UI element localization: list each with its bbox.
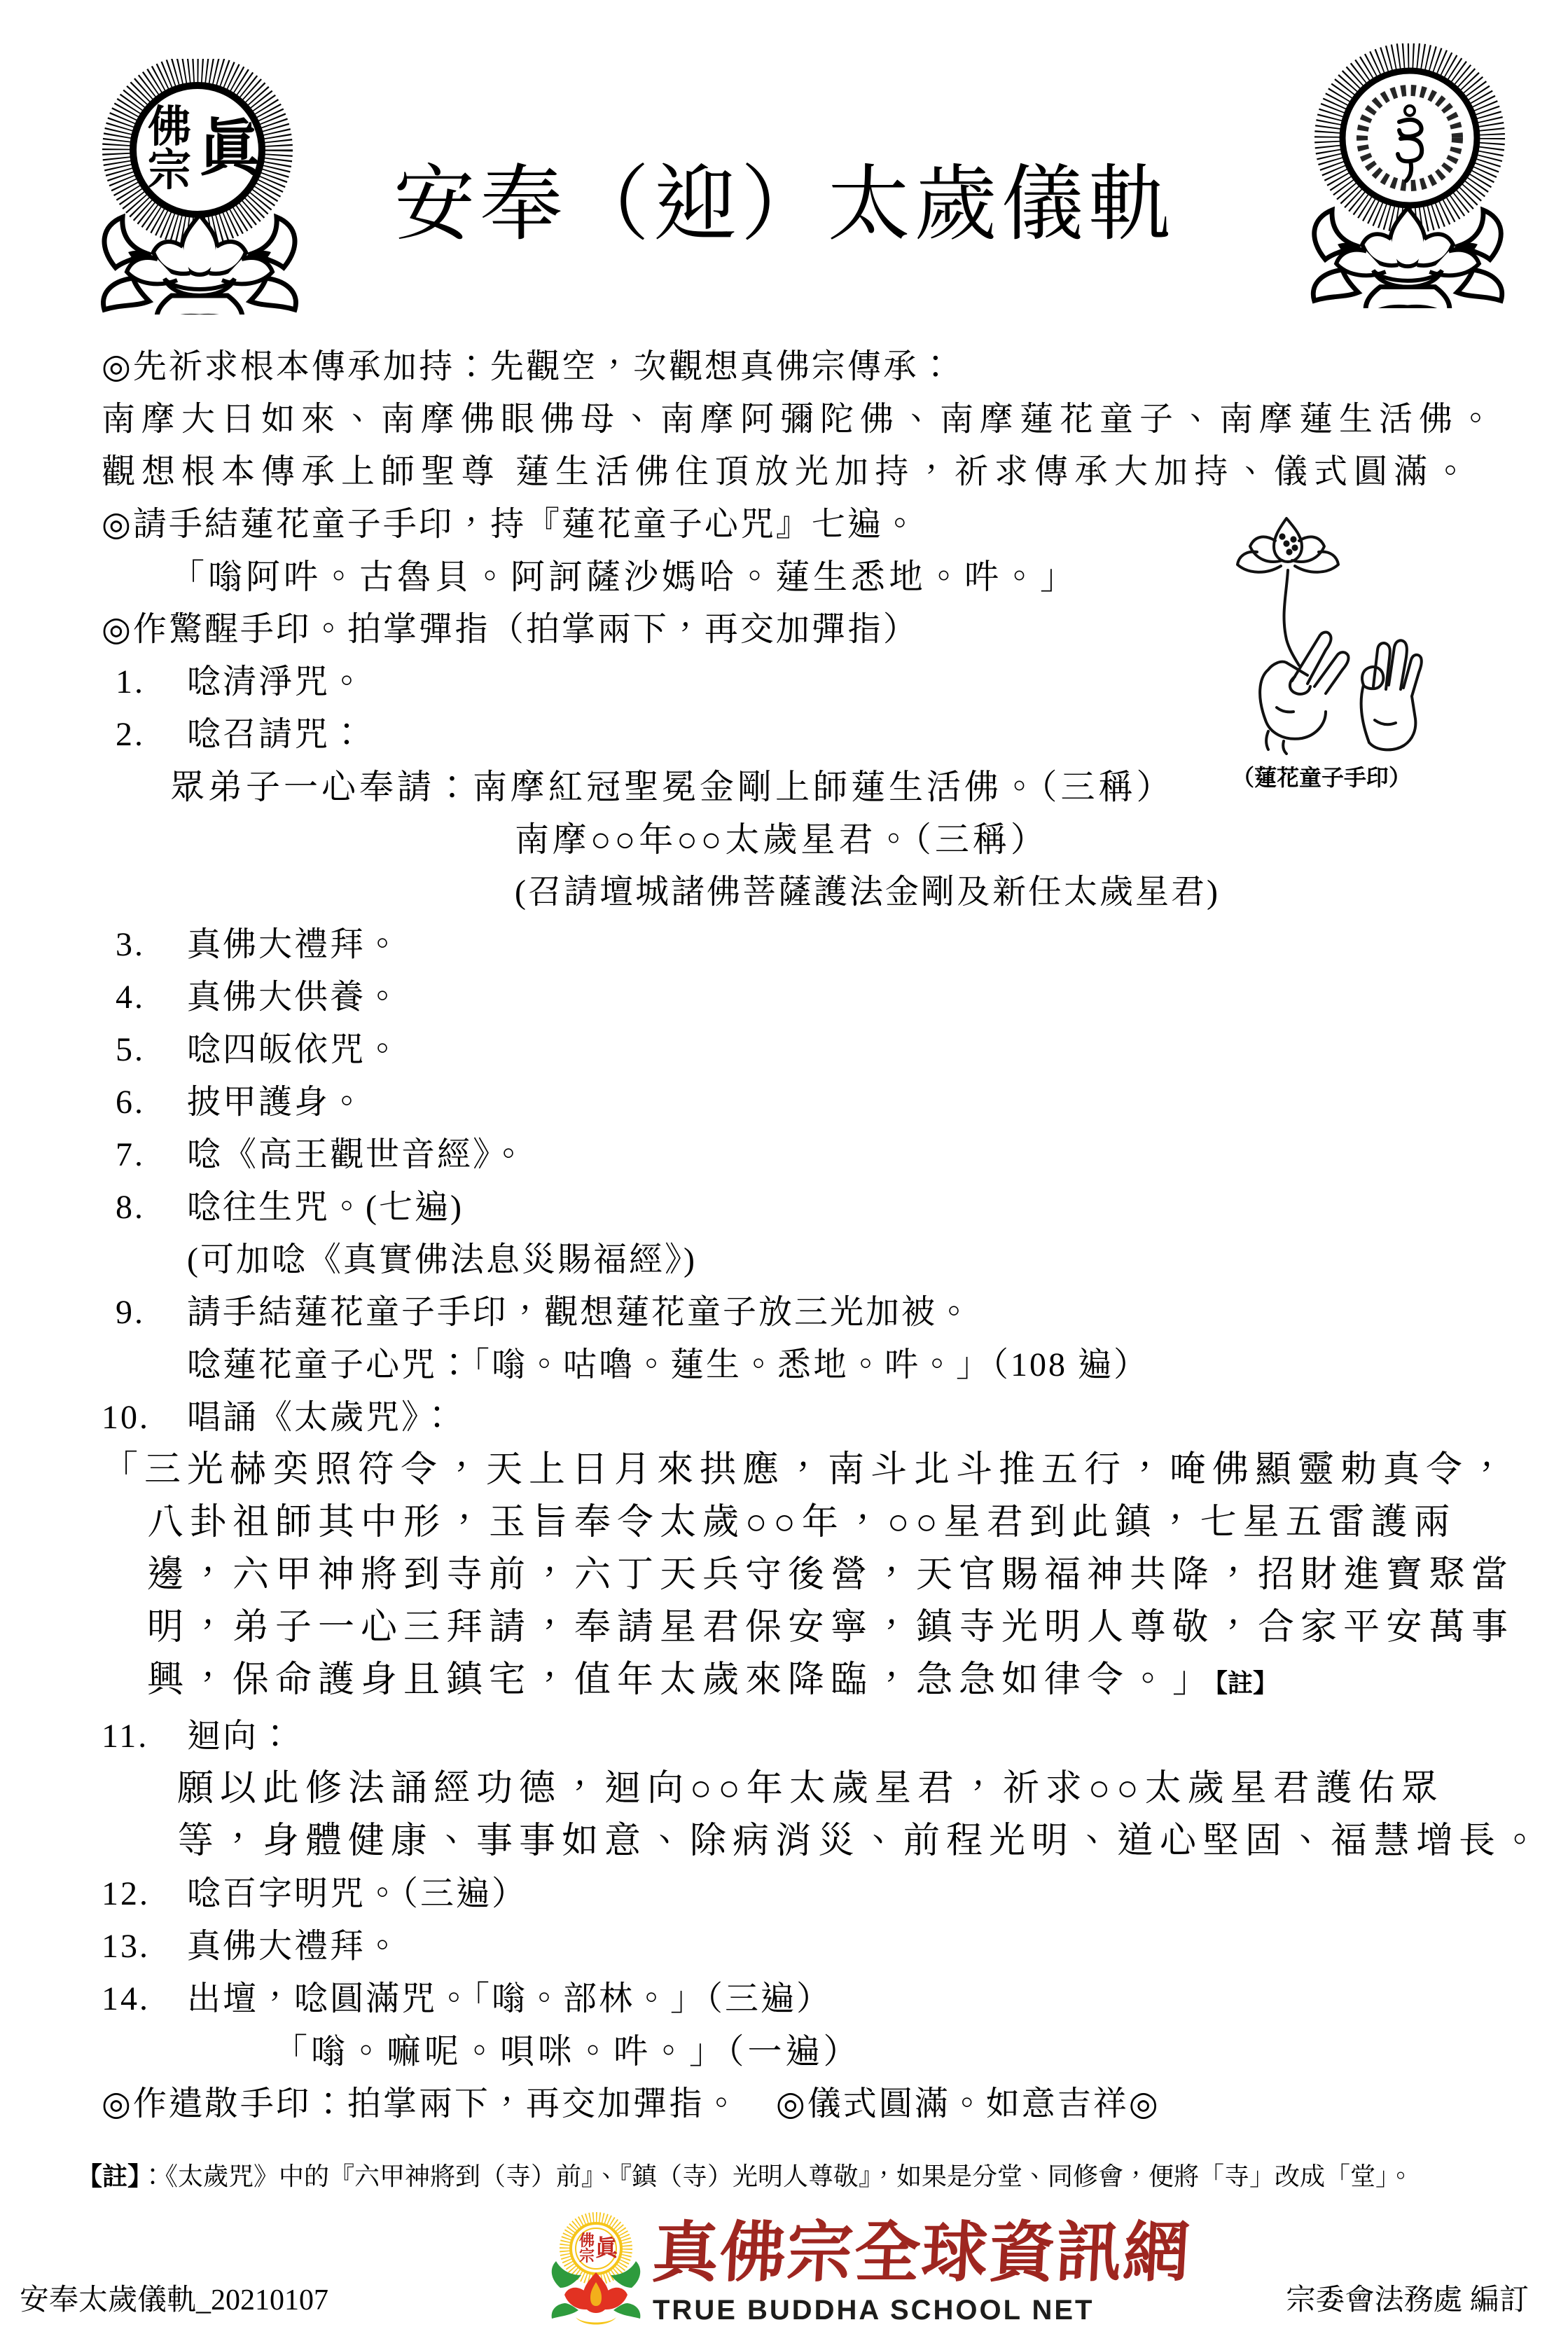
- taisui-mantra-line: 八卦祖師其中形，玉旨奉令太歲○○年，○○星君到此鎮，七星五雷護兩: [147, 1503, 1457, 1542]
- svg-text:佛: 佛: [578, 2232, 595, 2249]
- step-text: 唸召請咒：: [187, 716, 366, 753]
- step-text: 唸四皈依咒。: [187, 1031, 402, 1068]
- ritual-step: [102, 1867, 1555, 1920]
- mantra-line: 眾弟子一心奉請：南摩紅冠聖冕金剛上師蓮生活佛。（三稱）: [170, 768, 1174, 806]
- step-text: 真佛大禮拜。: [187, 926, 402, 963]
- step-text: 披甲護身。: [187, 1084, 366, 1121]
- step-text: 真佛大禮拜。: [187, 1928, 402, 1965]
- editor-credit: 宗委會法務處 編訂: [1286, 2284, 1529, 2316]
- site-name-chinese: 真佛宗全球資訊網: [651, 2217, 1193, 2290]
- mudra-caption: （蓮花童子手印）: [1231, 765, 1411, 790]
- site-name-english: TRUE BUDDHA SCHOOL NET: [653, 2295, 1095, 2326]
- ritual-line: ◎先祈求根本傳承加持：先觀空，次觀想真佛宗傳承：: [102, 348, 955, 385]
- ritual-step: [102, 708, 1555, 761]
- ritual-line: ◎作驚醒手印。拍掌彈指（拍掌兩下，再交加彈指）: [102, 611, 919, 648]
- step-text: 迴向：: [187, 1718, 295, 1755]
- step-number: 13.: [102, 1928, 150, 1965]
- step-text: 真佛大供養。: [187, 979, 402, 1016]
- svg-text:眞: 眞: [595, 2235, 618, 2260]
- ritual-step: [102, 1973, 1555, 2025]
- dedication-line: 願以此修法誦經功德，迴向○○年太歲星君，祈求○○太歲星君護佑眾: [177, 1769, 1444, 1809]
- step-number: 6.: [116, 1084, 145, 1121]
- svg-text:佛: 佛: [147, 104, 192, 151]
- ritual-step: [102, 918, 1555, 971]
- step-text: 唱誦《太歲咒》：: [187, 1399, 457, 1436]
- step-number: 4.: [116, 979, 145, 1016]
- ritual-step: [102, 1076, 1555, 1128]
- ritual-line: 觀想根本傳承上師聖尊 蓮生活佛住頂放光加持，祈求傳承大加持、儀式圓滿。: [102, 453, 1474, 490]
- mantra-line: 「嗡。嘛呢。唄咪。吽。」（一遍）: [273, 2032, 861, 2071]
- step-number: 1.: [116, 663, 145, 700]
- step-number: 8.: [116, 1189, 145, 1226]
- footnote-text: ：《太歲咒》中的『六甲神將到（寺）前』、『鎮（寺）光明人尊敬』，如果是分堂、同修會，便將「寺」改成「堂」。: [140, 2162, 1414, 2190]
- step-number: 10.: [102, 1399, 150, 1436]
- svg-text:宗: 宗: [147, 147, 192, 195]
- step-text: 出壇，唸圓滿咒。「嗡。部林。」（三遍）: [187, 1980, 833, 2017]
- step-number: 3.: [116, 926, 145, 963]
- ritual-step: [102, 1710, 1555, 1762]
- footnote: [77, 2158, 1555, 2195]
- mantra-line: 「嗡阿吽。古魯貝。阿訶薩沙媽哈。蓮生悉地。吽。」: [170, 558, 1078, 596]
- ritual-line: (召請壇城諸佛菩薩護法金剛及新任太歲星君): [515, 874, 1220, 911]
- taisui-mantra-line: 興，保命護身且鎮宅，值年太歲來降臨，急急如律令。」【註】: [147, 1660, 1279, 1700]
- site-logo-block: [548, 2212, 1191, 2327]
- taisui-mantra-line: 明，弟子一心三拜請，奉請星君保安寧，鎮寺光明人尊敬，合家平安萬事: [147, 1608, 1515, 1648]
- document-id: 安奉太歲儀軌_20210107: [20, 2284, 329, 2316]
- ritual-step: [102, 971, 1555, 1023]
- step-number: 11.: [102, 1718, 149, 1755]
- ritual-step: [102, 1391, 1555, 1444]
- taisui-mantra-line: 邊，六甲神將到寺前，六丁天兵守後營，天官賜福神共降，招財進寶聚當: [147, 1555, 1515, 1595]
- ritual-line: 南摩大日如來、南摩佛眼佛母、南摩阿彌陀佛、南摩蓮花童子、南摩蓮生活佛。: [102, 401, 1499, 438]
- ritual-line: ◎作遣散手印：拍掌兩下，再交加彈指。 ◎儀式圓滿。如意吉祥◎: [102, 2085, 1160, 2122]
- taisui-mantra-line: 「三光赫奕照符令，天上日月來拱應，南斗北斗推五行，唵佛顯靈勅真令，: [102, 1450, 1512, 1490]
- svg-text:宗: 宗: [578, 2247, 595, 2265]
- ritual-step: [102, 1128, 1555, 1181]
- page-title: 安奉（迎）太歲儀軌: [393, 159, 1175, 251]
- step-number: 9.: [116, 1294, 145, 1331]
- step-text: 唸清淨咒。: [187, 663, 366, 700]
- footnote-marker: 【註】: [1215, 1669, 1279, 1697]
- ritual-step: [102, 656, 1555, 708]
- ritual-text: [77, 340, 1555, 2195]
- step-text: 唸往生咒。(七遍): [187, 1189, 464, 1226]
- ritual-step: [102, 1920, 1555, 1973]
- step-text: 請手結蓮花童子手印，觀想蓮花童子放三光加被。: [187, 1294, 973, 1331]
- step-number: 7.: [116, 1136, 145, 1173]
- ritual-line: ◎請手結蓮花童子手印，持『蓮花童子心咒』七遍。: [102, 506, 919, 543]
- step-number: 12.: [102, 1875, 150, 1912]
- ritual-line: (可加唸《真實佛法息災賜福經》): [187, 1241, 697, 1278]
- step-text: 唸百字明咒。（三遍）: [187, 1875, 528, 1912]
- mantra-line: 南摩○○年○○太歲星君。（三稱）: [515, 820, 1048, 859]
- tbsn-logo-icon: [548, 2212, 644, 2327]
- footnote-label: 【註】: [77, 2162, 141, 2190]
- ritual-step: [102, 1023, 1555, 1076]
- step-text: 唸《高王觀世音經》。: [187, 1136, 528, 1173]
- ritual-step: [102, 1286, 1555, 1339]
- dedication-line: 等，身體健康、事事如意、除病消災、前程光明、道心堅固、福慧增長。: [177, 1821, 1545, 1861]
- svg-text:眞: 眞: [198, 116, 261, 184]
- step-number: 5.: [116, 1031, 145, 1068]
- step-number: 2.: [116, 716, 145, 753]
- ritual-step: [102, 1181, 1555, 1234]
- step-number: 14.: [102, 1980, 150, 2017]
- mantra-line: 唸蓮花童子心咒：「嗡。咕嚕。蓮生。悉地。吽。」（108 遍）: [187, 1346, 1150, 1383]
